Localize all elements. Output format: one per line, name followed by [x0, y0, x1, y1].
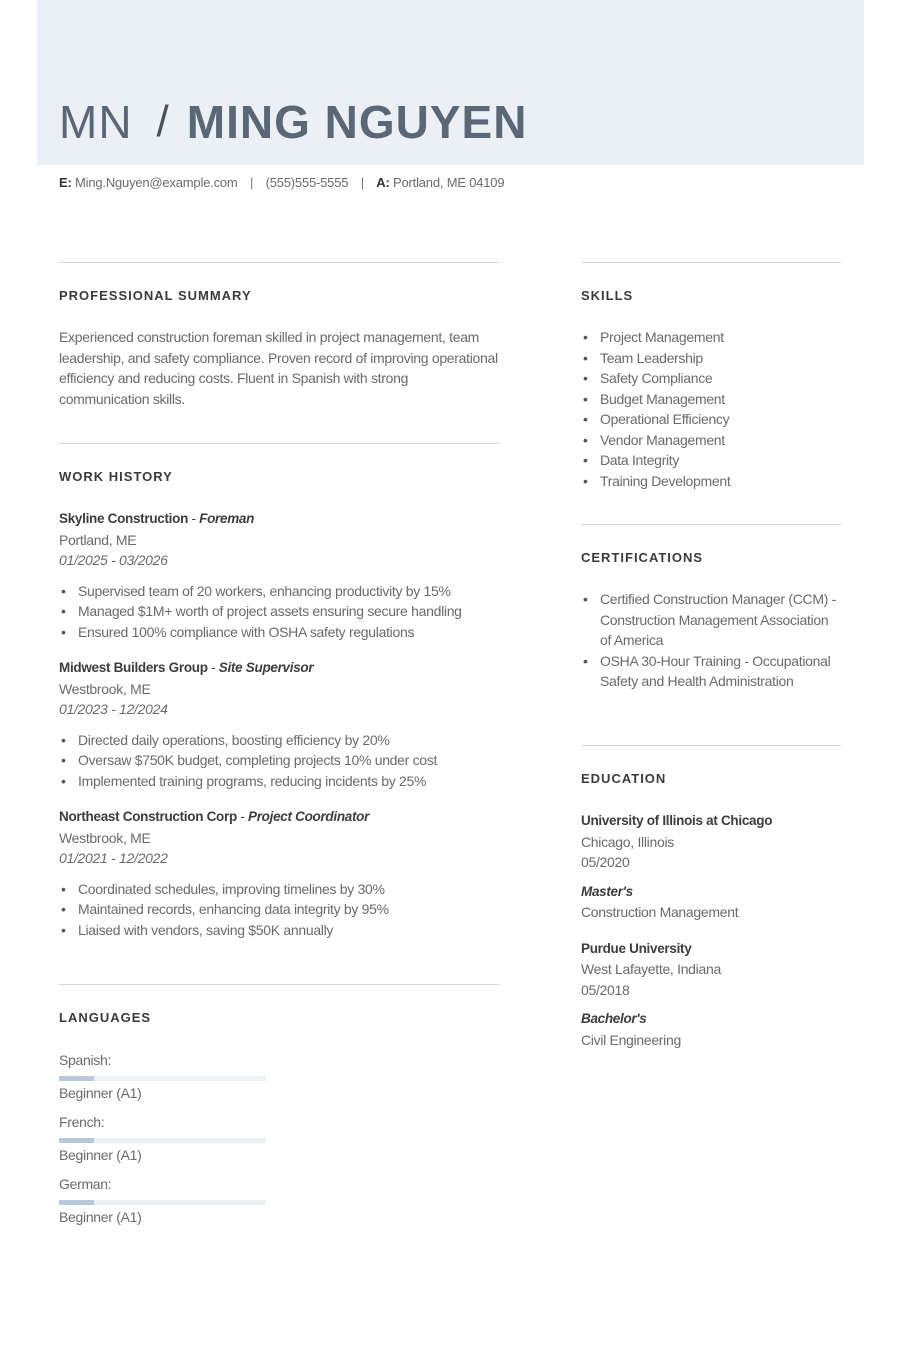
school-location: West Lafayette, Indiana	[581, 961, 721, 977]
proficiency-fill	[59, 1138, 94, 1143]
languages-section	[59, 984, 500, 1236]
school-name: University of Illinois at Chicago	[581, 813, 773, 828]
school-location: Chicago, Illinois	[581, 833, 674, 850]
title-dash: -	[188, 511, 200, 526]
job-bullets	[59, 581, 500, 643]
job-title	[59, 807, 500, 828]
right-column	[581, 262, 841, 1050]
proficiency-bar	[59, 1200, 266, 1205]
proficiency-fill	[59, 1200, 94, 1205]
language-level: Beginner (A1)	[59, 1209, 142, 1225]
name-separator: /	[156, 97, 169, 146]
job-entry	[59, 658, 500, 791]
language-level: Beginner (A1)	[59, 1085, 142, 1101]
job-bullets	[59, 730, 500, 792]
certification-item: • Certified Construction Manager (CCM) - Construction Management Association of America	[581, 589, 841, 651]
role: Foreman	[199, 511, 255, 526]
section-title: PROFESSIONAL SUMMARY	[59, 288, 252, 303]
language-item	[59, 1050, 287, 1103]
left-column	[59, 262, 500, 1236]
certifications-section	[581, 524, 841, 745]
initials: MN	[59, 96, 133, 148]
contact-line	[59, 175, 504, 190]
skill-item: • Operational Efficiency	[581, 409, 841, 430]
section-title: WORK HISTORY	[59, 469, 173, 484]
field-of-study: Civil Engineering	[581, 1031, 681, 1048]
job-location: Portland, ME	[59, 531, 137, 548]
language-level: Beginner (A1)	[59, 1147, 142, 1163]
certifications-list	[581, 589, 841, 692]
work-history-section	[59, 443, 500, 984]
proficiency-bar	[59, 1076, 266, 1081]
job-location: Westbrook, ME	[59, 680, 151, 697]
bullet-item: • Ensured 100% compliance with OSHA safety regulations	[59, 622, 500, 643]
bullet-item: • Oversaw $750K budget, completing projects 10% under cost	[59, 750, 500, 771]
summary-text: Experienced construction foreman skilled in project management, team leadership, and safety compliance. Proven record of improving operational efficiency and reducing costs. Fluent in Spanish with strong communication skills.	[59, 329, 498, 407]
proficiency-fill	[59, 1076, 94, 1081]
bullet-item: • Liaised with vendors, saving $50K annually	[59, 920, 500, 941]
language-name: German:	[59, 1176, 112, 1192]
bullet-item: • Supervised team of 20 workers, enhancing productivity by 15%	[59, 581, 500, 602]
address-label: A:	[376, 175, 390, 190]
language-item	[59, 1174, 287, 1227]
job-bullets	[59, 879, 500, 941]
title-dash: -	[236, 809, 249, 824]
contact-separator: |	[249, 175, 254, 190]
field-of-study: Construction Management	[581, 904, 739, 920]
company: Midwest Builders Group	[59, 660, 208, 675]
skill-item: • Safety Compliance	[581, 368, 841, 389]
job-location: Westbrook, ME	[59, 829, 151, 846]
summary-section	[59, 262, 500, 443]
section-title: LANGUAGES	[59, 1010, 152, 1025]
section-title: CERTIFICATIONS	[581, 550, 704, 565]
skills-section	[581, 262, 841, 524]
name-row	[59, 92, 527, 152]
contact-separator: |	[360, 175, 364, 190]
language-name: Spanish:	[59, 1052, 112, 1068]
education-section	[581, 745, 841, 1050]
proficiency-bar	[59, 1138, 266, 1143]
degree: Master's	[581, 883, 633, 899]
email[interactable]: Ming.Nguyen@example.com	[75, 175, 238, 190]
job-entry	[59, 509, 500, 642]
graduation-date: 05/2020	[581, 854, 630, 870]
role: Project Coordinator	[248, 809, 370, 824]
school-name: Purdue University	[581, 940, 692, 956]
company: Northeast Construction Corp	[59, 809, 237, 824]
bullet-item: • Implemented training programs, reducing incidents by 25%	[59, 771, 500, 792]
job-title	[59, 658, 500, 679]
skill-item: • Team Leadership	[581, 348, 841, 369]
skill-item: • Training Development	[581, 471, 841, 492]
language-name: French:	[59, 1114, 105, 1130]
degree: Bachelor's	[581, 1011, 647, 1026]
skill-item: • Vendor Management	[581, 430, 841, 451]
bullet-item: • Coordinated schedules, improving timelines by 30%	[59, 879, 500, 900]
job-entry	[59, 807, 500, 940]
company: Skyline Construction	[59, 511, 189, 526]
skills-list	[581, 327, 841, 491]
section-title: EDUCATION	[581, 771, 667, 786]
job-dates: 01/2021 - 12/2022	[59, 850, 168, 866]
education-entry	[581, 939, 841, 1051]
job-title	[59, 509, 500, 530]
language-item	[59, 1112, 287, 1165]
job-dates: 01/2023 - 12/2024	[59, 701, 168, 717]
languages-grid	[59, 1050, 500, 1236]
section-title: SKILLS	[581, 288, 634, 303]
address: Portland, ME 04109	[393, 175, 505, 190]
phone[interactable]: (555)555-5555	[265, 175, 349, 190]
graduation-date: 05/2018	[581, 981, 630, 998]
role: Site Supervisor	[218, 660, 314, 675]
title-dash: -	[207, 660, 219, 675]
education-entry	[581, 811, 841, 923]
skill-item: • Project Management	[581, 327, 841, 348]
bullet-item: • Maintained records, enhancing data integrity by 95%	[59, 899, 500, 920]
skill-item: • Budget Management	[581, 389, 841, 410]
certification-item: • OSHA 30-Hour Training - Occupational Safety and Health Administration	[581, 651, 841, 692]
bullet-item: • Directed daily operations, boosting efficiency by 20%	[59, 730, 500, 751]
bullet-item: • Managed $1M+ worth of project assets ensuring secure handling	[59, 601, 500, 622]
full-name: MING NGUYEN	[186, 96, 528, 148]
email-label: E:	[59, 175, 72, 190]
skill-item: • Data Integrity	[581, 450, 841, 471]
job-dates: 01/2025 - 03/2026	[59, 552, 168, 568]
